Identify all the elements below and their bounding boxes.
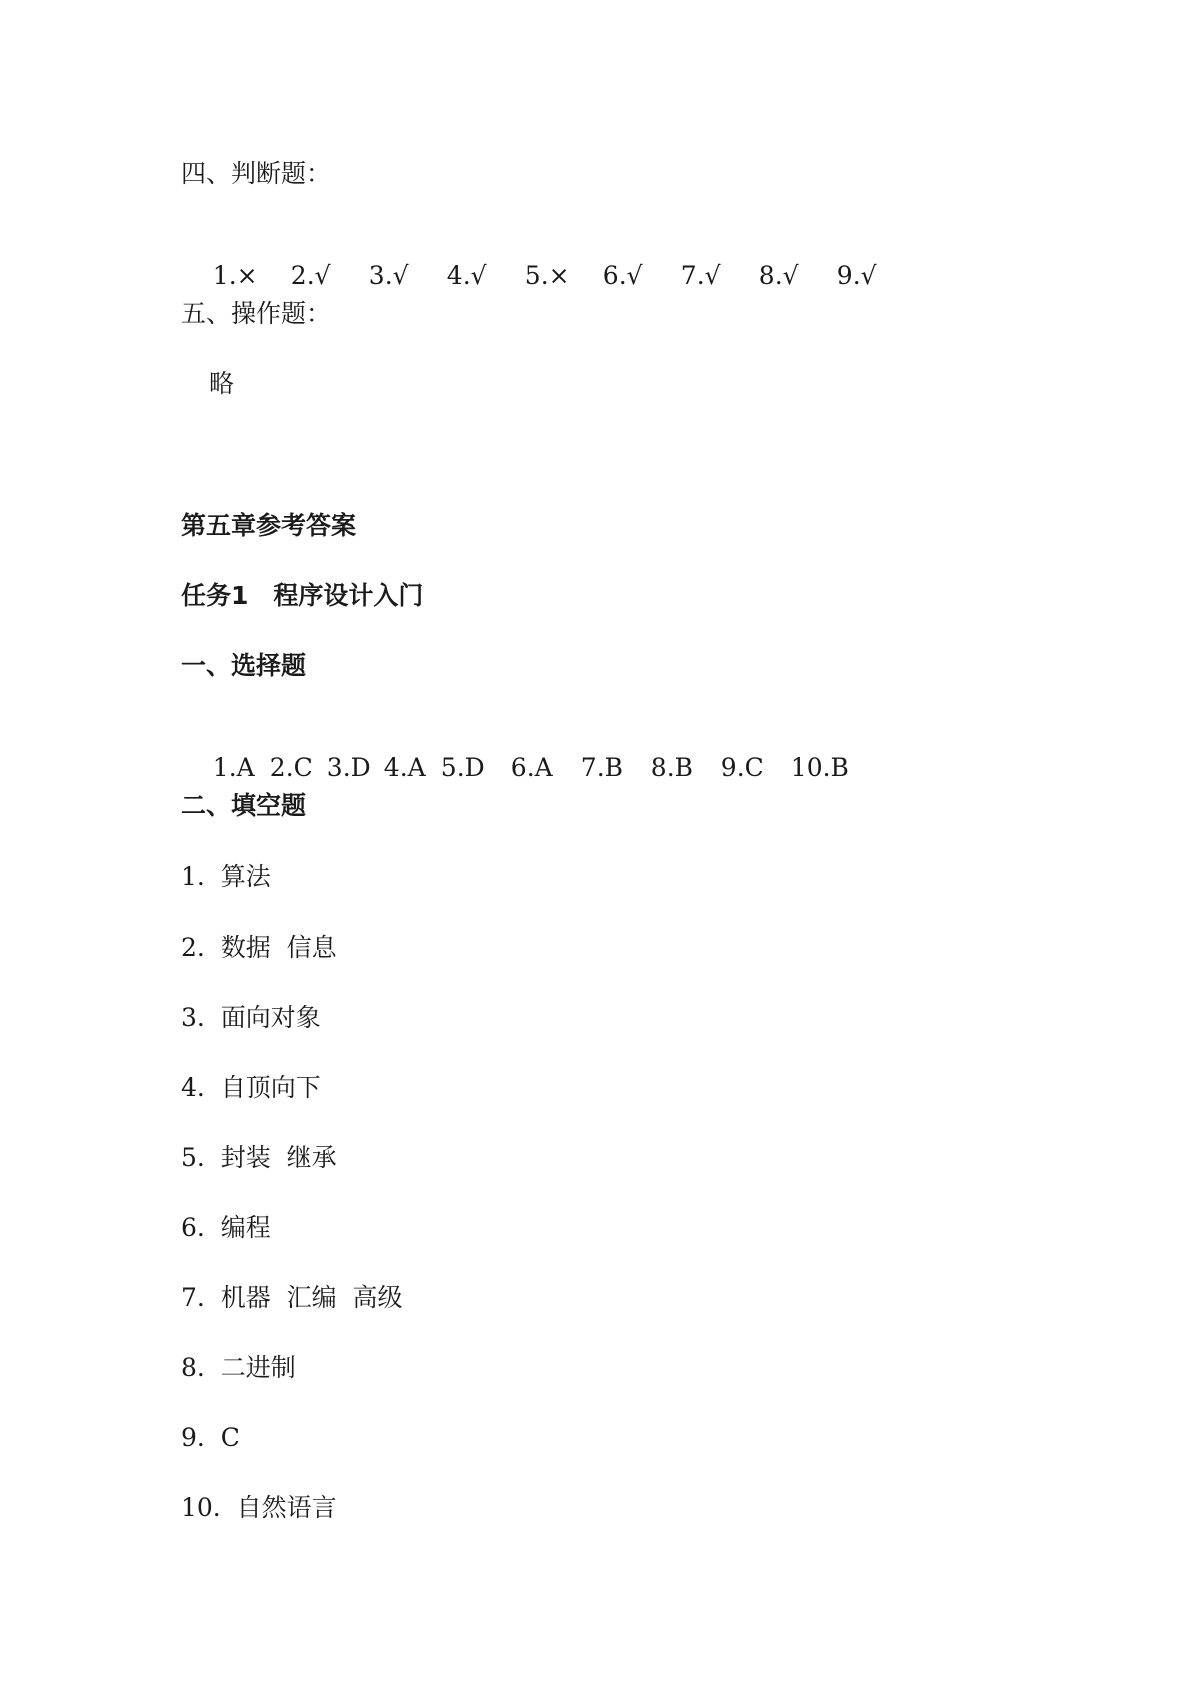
- operation-note: 略: [209, 369, 235, 398]
- fill-item: 7. 机器 汇编 高级: [181, 1283, 403, 1312]
- section-heading-judgement: 四、判断题：: [181, 159, 332, 188]
- answer-item: 4.A: [383, 753, 426, 782]
- answer-item: 4.√: [446, 261, 487, 290]
- answer-item: 8.√: [758, 261, 799, 290]
- fill-item: 8. 二进制: [181, 1353, 296, 1382]
- answer-item: 3.D: [326, 753, 371, 782]
- answer-item: 7.√: [680, 261, 721, 290]
- answer-item: 2.C: [269, 753, 313, 782]
- answer-item: 7.B: [580, 753, 624, 782]
- fill-item: 3. 面向对象: [181, 1003, 321, 1032]
- fill-item: 1. 算法: [181, 862, 271, 891]
- answer-item: 10.B: [790, 753, 849, 782]
- answer-item: 5.D: [440, 753, 485, 782]
- answer-item: 2.√: [290, 261, 331, 290]
- answer-item: 5.×: [524, 261, 570, 290]
- fill-item: 2. 数据 信息: [181, 933, 337, 962]
- answer-item: 9.√: [836, 261, 877, 290]
- fill-item: 10. 自然语言: [181, 1493, 337, 1522]
- answer-item: 6.√: [602, 261, 643, 290]
- answer-item: 1.A: [212, 753, 255, 782]
- fill-item: 4. 自顶向下: [181, 1073, 321, 1102]
- section-heading-operation: 五、操作题：: [181, 299, 332, 328]
- answer-item: 3.√: [368, 261, 409, 290]
- chapter-title: 第五章参考答案: [181, 511, 357, 540]
- section-heading-fill: 二、填空题: [181, 791, 307, 820]
- fill-item: 5. 封装 继承: [181, 1143, 337, 1172]
- answer-item: 9.C: [720, 753, 764, 782]
- fill-item: 9. C: [181, 1423, 240, 1452]
- section-heading-choice: 一、选择题: [181, 651, 307, 680]
- answer-item: 6.A: [510, 753, 553, 782]
- answer-item: 1.×: [212, 261, 258, 290]
- task-title: 任务1 程序设计入门: [181, 581, 424, 610]
- answer-item: 8.B: [650, 753, 694, 782]
- fill-item: 6. 编程: [181, 1213, 271, 1242]
